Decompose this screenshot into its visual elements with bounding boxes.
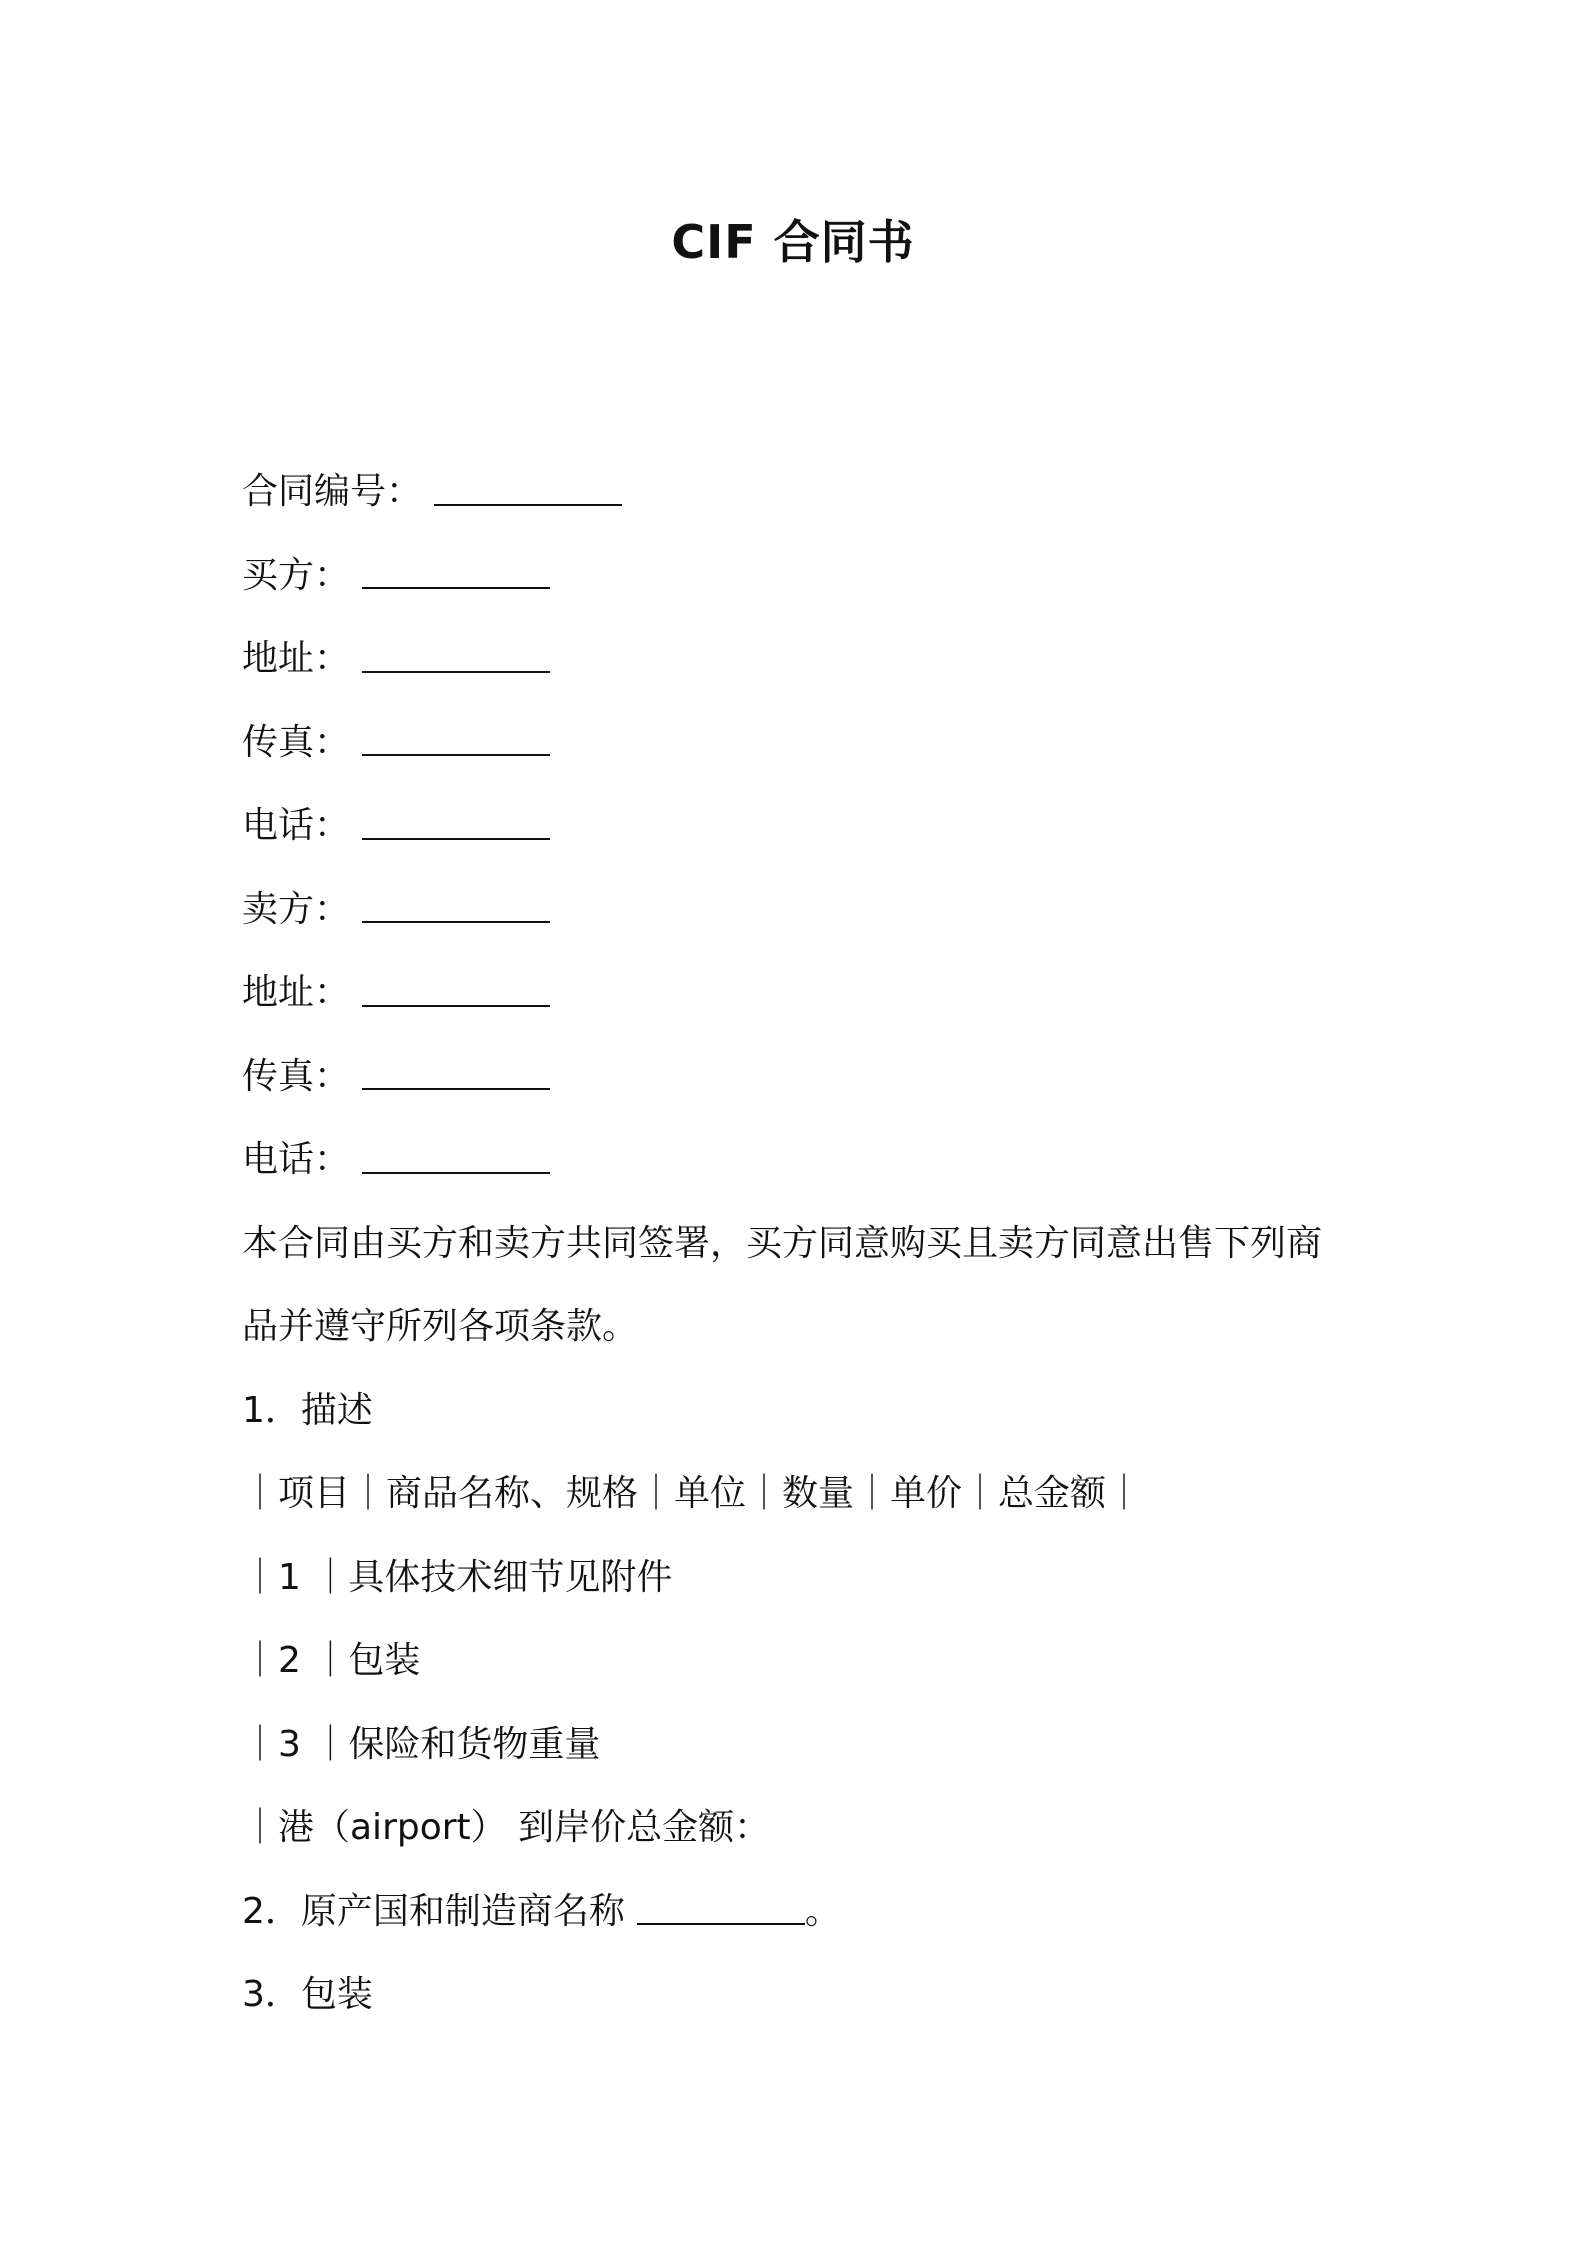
section-1-heading: 1．描述 [242,1389,373,1431]
field-label: 电话： [242,805,351,846]
section-2-origin [242,1870,1362,1954]
document-title: CIF 合同书 [671,215,915,269]
table-row: ｜1 ｜具体技术细节见附件 [242,1556,673,1598]
field-label: 地址： [242,972,351,1013]
fill-in-blank [362,1062,550,1090]
section-2-suffix: 。 [804,1890,841,1932]
fill-in-blank [362,561,550,589]
intro-paragraph-line-2: 品并遵守所列各项条款。 [242,1306,639,1347]
fill-in-blank [362,1146,550,1174]
fill-in-blank [637,1897,805,1925]
field-buyer-fax [242,701,1362,785]
fill-in-blank [362,979,550,1007]
field-label: 合同编号： [242,471,423,512]
fill-in-blank [362,812,550,840]
fill-in-blank [362,895,550,923]
field-label: 买方： [242,554,351,596]
field-contract-number [242,450,1362,534]
intro-paragraph-line-1: 本合同由买方和卖方共同签署，买方同意购买且卖方同意出售下列商 [242,1222,1323,1264]
field-buyer-phone [242,784,1362,868]
fill-in-blank [362,728,550,756]
table-row: ｜2 ｜包装 [242,1640,421,1681]
field-buyer [242,534,1362,618]
field-seller-fax [242,1035,1362,1119]
document-body [242,450,1362,2037]
field-seller-address [242,951,1362,1035]
table-row: ｜港（airport） 到岸价总金额： [242,1807,771,1848]
table-header-row: ｜项目｜商品名称、规格｜单位｜数量｜单价｜总金额｜ [242,1473,1143,1514]
fill-in-blank [362,645,550,673]
field-label: 传真： [242,1055,351,1097]
section-3-heading: 3．包装 [242,1974,373,2015]
fill-in-blank [434,478,622,506]
section-2-label: 2．原产国和制造商名称 [242,1890,625,1932]
field-buyer-address [242,617,1362,701]
field-label: 传真： [242,721,351,763]
table-row: ｜3 ｜保险和货物重量 [242,1723,601,1765]
field-label: 卖方： [242,888,351,930]
field-seller [242,868,1362,952]
field-label: 电话： [242,1139,351,1180]
field-seller-phone [242,1118,1362,1202]
field-label: 地址： [242,638,351,679]
